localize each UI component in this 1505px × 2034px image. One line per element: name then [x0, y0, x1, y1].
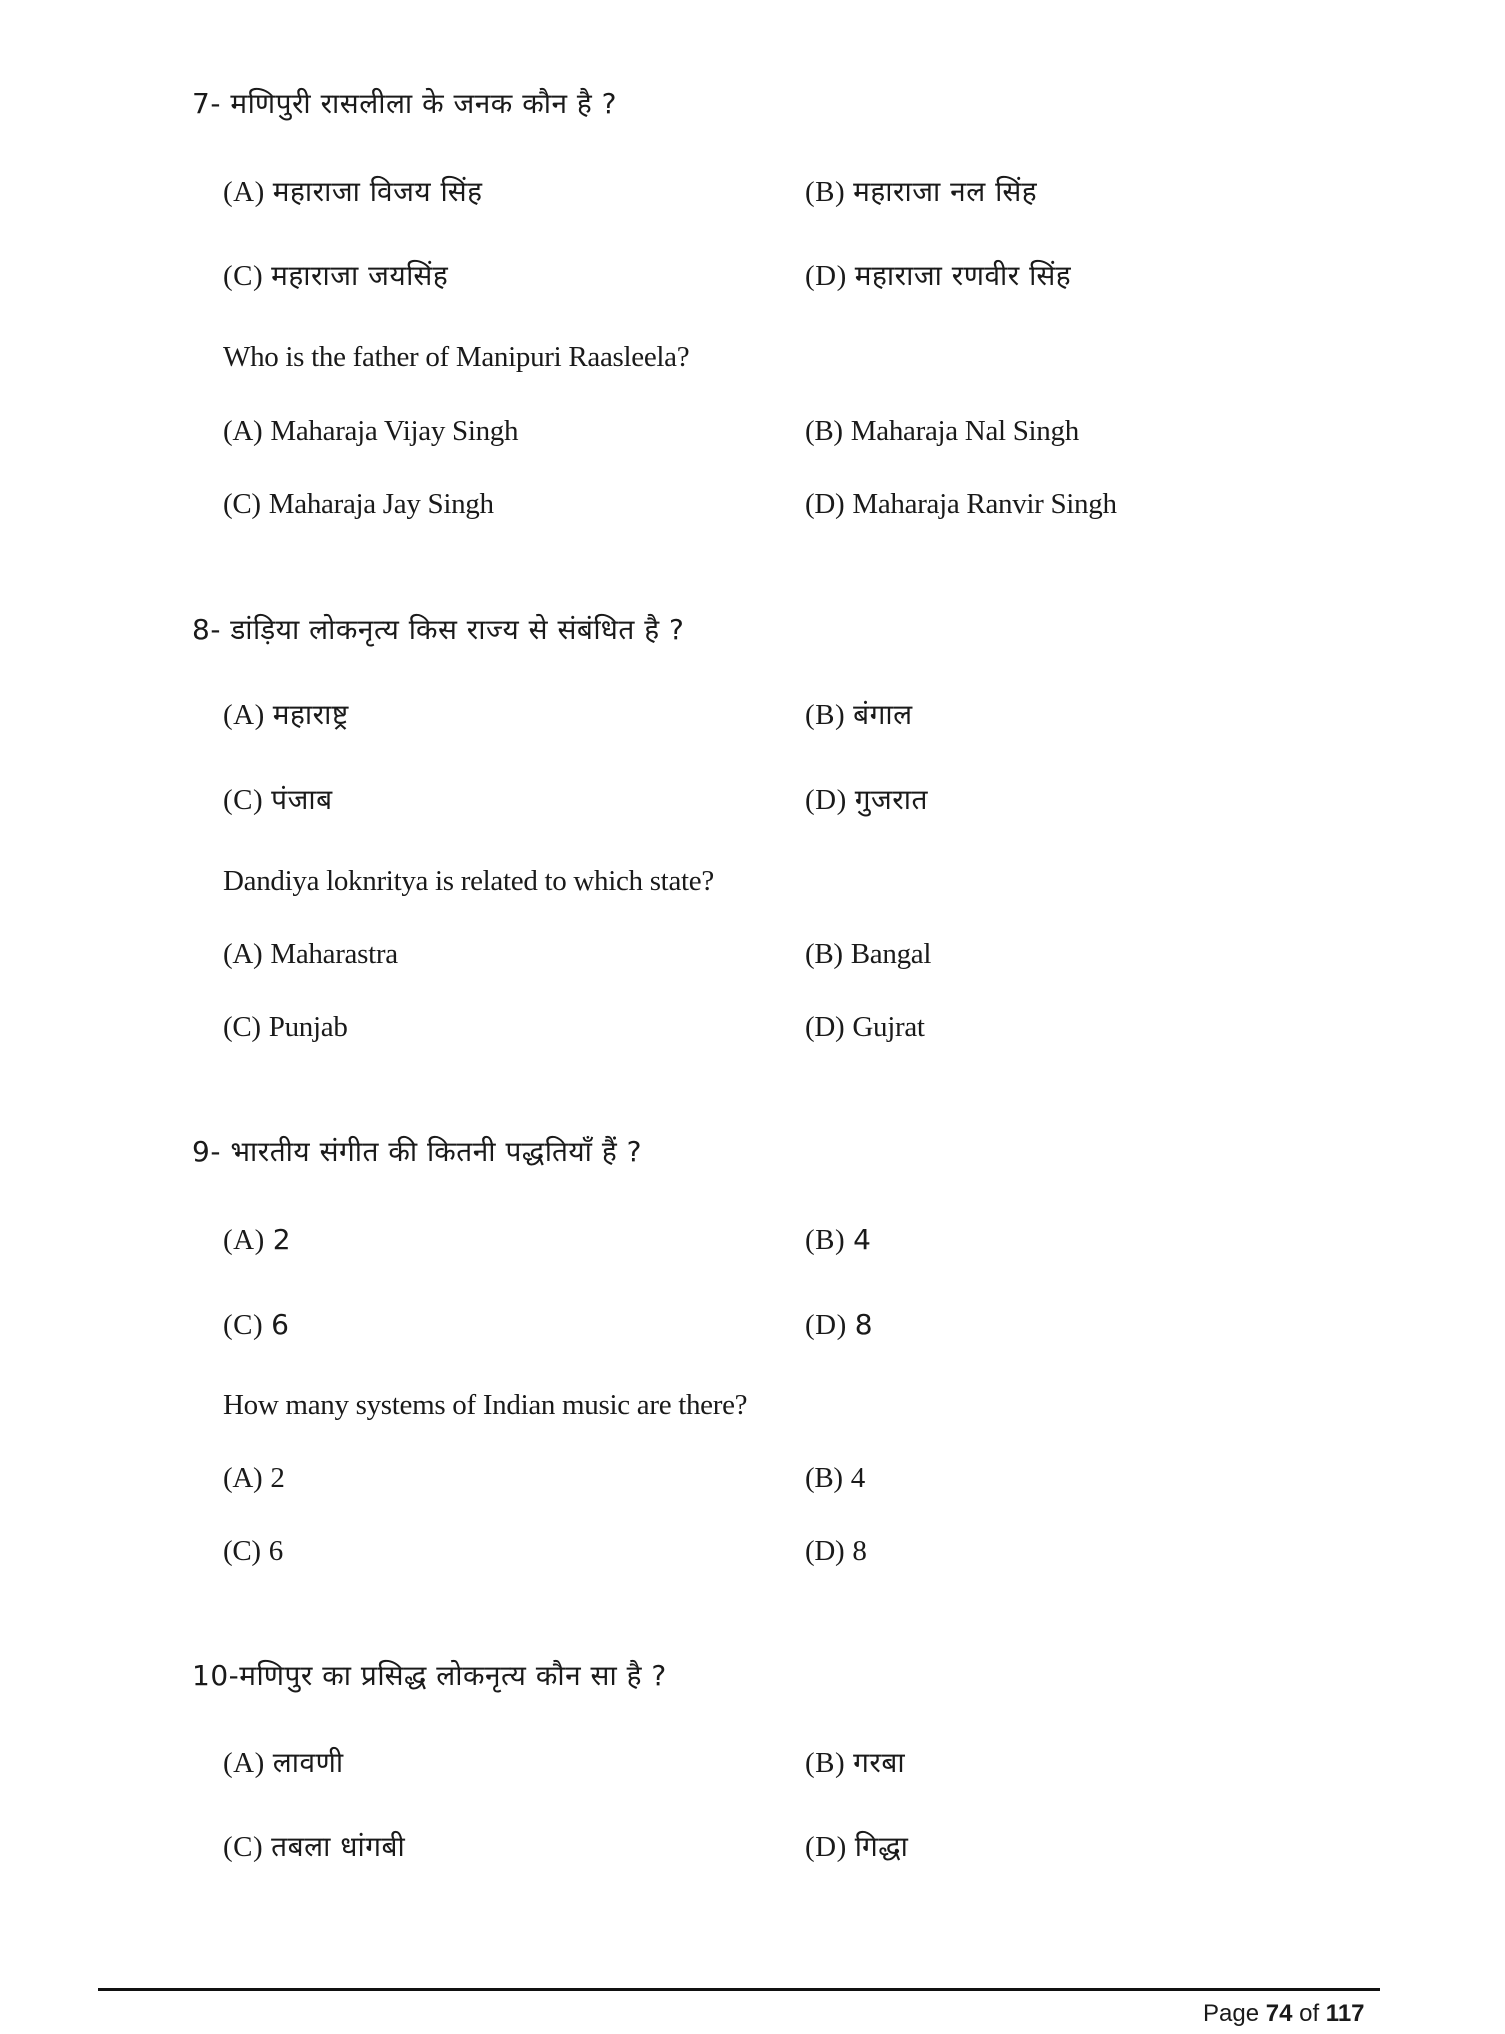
option-text: 6: [271, 1308, 290, 1341]
q9-hindi-option-d: [805, 1305, 873, 1345]
q8-english-option-c: [223, 1007, 348, 1047]
q8-english-option-d: [805, 1007, 925, 1047]
option-label: (D): [805, 488, 845, 520]
option-text: 2: [272, 1223, 292, 1256]
option-label: (D): [805, 1309, 847, 1341]
q8-hindi-option-c: [223, 780, 333, 820]
q7-hindi-option-b: [805, 172, 1037, 212]
option-text: महाराजा विजय सिंह: [272, 175, 483, 208]
option-text: तबला धांगबी: [271, 1830, 406, 1863]
current-page: 74: [1265, 2000, 1293, 2027]
option-label: (B): [805, 1747, 846, 1779]
question-number: 8-: [192, 613, 221, 646]
option-label: (D): [805, 260, 847, 292]
option-label: (D): [805, 784, 847, 816]
option-text: गुजरात: [854, 783, 928, 816]
option-label: (D): [805, 1831, 847, 1863]
q7-english-option-c: [223, 484, 494, 524]
q7-hindi-option-c: [223, 256, 448, 296]
option-label: (C): [223, 1309, 264, 1341]
option-label: (B): [805, 1224, 846, 1256]
option-text: 6: [268, 1535, 283, 1567]
q10-hindi-option-a: [223, 1743, 344, 1783]
option-label: (C): [223, 1535, 261, 1567]
q8-english-option-b: [805, 934, 931, 974]
option-label: (C): [223, 1831, 264, 1863]
q10-hindi-option-b: [805, 1743, 905, 1783]
option-text: महाराष्ट्र: [272, 698, 349, 731]
question-number: 9-: [192, 1135, 221, 1168]
option-text: 2: [270, 1462, 285, 1494]
question-text: मणिपुर का प्रसिद्ध लोकनृत्य कौन सा है ?: [239, 1659, 667, 1692]
q8-hindi-option-a: [223, 695, 349, 735]
option-text: 4: [850, 1462, 865, 1494]
question-text: भारतीय संगीत की कितनी पद्धतियाँ हैं ?: [230, 1135, 642, 1168]
option-text: गिद्धा: [854, 1830, 909, 1863]
option-label: (C): [223, 784, 264, 816]
q8-hindi-option-d: [805, 780, 928, 820]
option-text: महाराजा रणवीर सिंह: [854, 259, 1072, 292]
q9-english-option-a: [223, 1458, 285, 1498]
option-text: महाराजा जयसिंह: [271, 259, 449, 292]
question-8-hindi: [192, 610, 684, 650]
q9-english-option-b: [805, 1458, 865, 1498]
option-text: 8: [852, 1535, 867, 1567]
q8-english-option-a: [223, 934, 398, 974]
q7-english-option-d: [805, 484, 1117, 524]
option-text: महाराजा नल सिंह: [853, 175, 1038, 208]
option-text: Maharastra: [270, 938, 398, 970]
footer-divider: [98, 1988, 1380, 1991]
q9-hindi-option-a: [223, 1220, 291, 1260]
option-label: (A): [223, 699, 265, 731]
question-number: 7-: [192, 87, 221, 120]
option-label: (B): [805, 699, 846, 731]
question-10-hindi: [192, 1656, 667, 1696]
question-9-english: How many systems of Indian music are there?: [223, 1389, 748, 1421]
question-number: 10-: [192, 1659, 240, 1692]
q9-hindi-option-c: [223, 1305, 290, 1345]
option-label: (A): [223, 415, 263, 447]
question-text: मणिपुरी रासलीला के जनक कौन है ?: [230, 87, 618, 120]
option-label: (A): [223, 1224, 265, 1256]
q8-hindi-option-b: [805, 695, 913, 735]
option-text: Bangal: [850, 938, 932, 970]
option-text: गरबा: [853, 1746, 906, 1779]
q9-hindi-option-b: [805, 1220, 872, 1260]
question-9-hindi: [192, 1132, 642, 1172]
page-number-footer: [1203, 2000, 1365, 2028]
option-text: Maharaja Vijay Singh: [270, 415, 519, 447]
option-text: Maharaja Jay Singh: [268, 488, 494, 520]
option-label: (B): [805, 938, 843, 970]
q7-english-option-b: [805, 411, 1079, 451]
option-label: (D): [805, 1011, 845, 1043]
question-7-hindi: [192, 84, 617, 124]
option-text: पंजाब: [271, 783, 333, 816]
option-label: (C): [223, 488, 261, 520]
q10-hindi-option-d: [805, 1827, 908, 1867]
question-8-english: Dandiya loknritya is related to which state?: [223, 865, 714, 897]
option-label: (A): [223, 1747, 265, 1779]
q9-english-option-d: [805, 1531, 867, 1571]
q10-hindi-option-c: [223, 1827, 405, 1867]
q7-english-option-a: [223, 411, 518, 451]
option-text: 4: [853, 1223, 872, 1256]
option-text: बंगाल: [853, 698, 913, 731]
q9-english-option-c: [223, 1531, 283, 1571]
option-label: (B): [805, 415, 843, 447]
option-text: 8: [854, 1308, 874, 1341]
of-word: of: [1299, 2000, 1320, 2027]
q7-hindi-option-a: [223, 172, 483, 212]
option-text: Punjab: [268, 1011, 348, 1043]
option-label: (A): [223, 1462, 263, 1494]
option-label: (D): [805, 1535, 845, 1567]
total-pages: 117: [1325, 2000, 1365, 2027]
option-label: (A): [223, 938, 263, 970]
question-7-english: Who is the father of Manipuri Raasleela?: [223, 341, 690, 373]
option-text: Gujrat: [852, 1011, 925, 1043]
q7-hindi-option-d: [805, 256, 1071, 296]
option-label: (B): [805, 176, 846, 208]
option-text: Maharaja Ranvir Singh: [852, 488, 1117, 520]
option-text: लावणी: [272, 1746, 344, 1779]
option-label: (B): [805, 1462, 843, 1494]
option-text: Maharaja Nal Singh: [850, 415, 1079, 447]
option-label: (A): [223, 176, 265, 208]
page-word: Page: [1203, 2000, 1260, 2027]
option-label: (C): [223, 1011, 261, 1043]
question-text: डांड़िया लोकनृत्य किस राज्य से संबंधित है ?: [230, 613, 685, 646]
option-label: (C): [223, 260, 264, 292]
